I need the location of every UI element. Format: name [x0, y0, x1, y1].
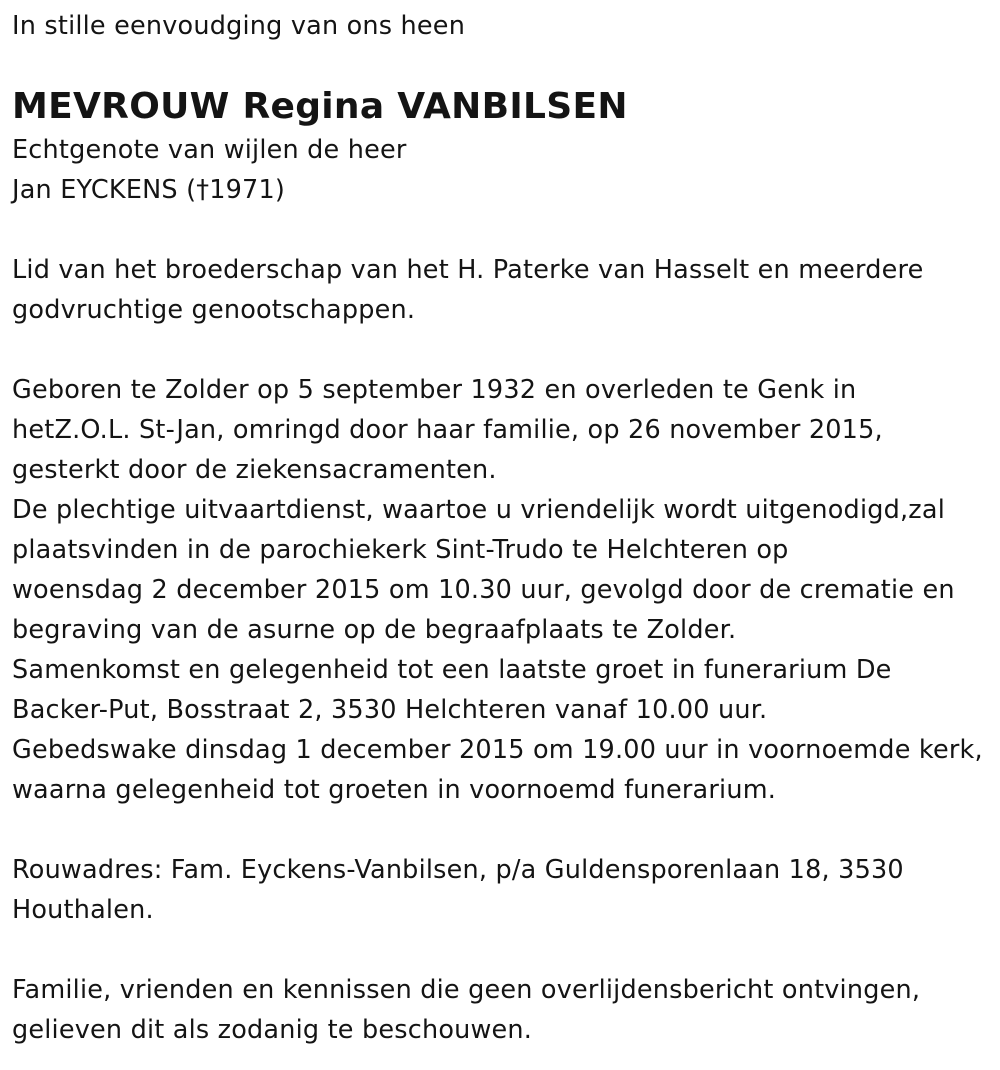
membership-section — [12, 250, 998, 330]
details-line: Gebedswake dinsdag 1 december 2015 om 19.00 uur in voornoemde kerk, — [12, 735, 983, 765]
details-line: gesterkt door de ziekensacramenten. — [12, 455, 497, 485]
section-gap — [12, 810, 998, 850]
details-line: begraving van de asurne op de begraafplaats te Zolder. — [12, 615, 737, 645]
closing-line: gelieven dit als zodanig te beschouwen. — [12, 1015, 533, 1045]
details-line: Geboren te Zolder op 5 september 1932 en overleden te Genk in — [12, 375, 857, 405]
spouse-line: Echtgenote van wijlen de heer — [12, 135, 407, 165]
details-section — [12, 370, 998, 810]
closing-section — [12, 970, 998, 1050]
section-gap — [12, 930, 998, 970]
spouse-line: Jan EYCKENS (†1971) — [12, 175, 286, 205]
section-gap — [12, 46, 998, 84]
intro-text: In stille eenvoudging van ons heen — [12, 11, 466, 41]
spouse-section — [12, 130, 998, 210]
address-line: Rouwadres: Fam. Eyckens-Vanbilsen, p/a Guldensporenlaan 18, 3530 — [12, 855, 904, 885]
details-line: De plechtige uitvaartdienst, waartoe u vriendelijk wordt uitgenodigd,zal — [12, 495, 945, 525]
details-line: Backer-Put, Bosstraat 2, 3530 Helchteren vanaf 10.00 uur. — [12, 695, 768, 725]
address-section — [12, 850, 998, 930]
membership-line: godvruchtige genootschappen. — [12, 295, 416, 325]
section-gap — [12, 330, 998, 370]
details-line: woensdag 2 december 2015 om 10.30 uur, gevolgd door de crematie en — [12, 575, 955, 605]
closing-line: Familie, vrienden en kennissen die geen overlijdensbericht ontvingen, — [12, 975, 921, 1005]
membership-line: Lid van het broederschap van het H. Paterke van Hasselt en meerdere — [12, 255, 924, 285]
details-line: Samenkomst en gelegenheid tot een laatste groet in funerarium De — [12, 655, 892, 685]
details-line: plaatsvinden in de parochiekerk Sint-Trudo te Helchteren op — [12, 535, 789, 565]
address-line: Houthalen. — [12, 895, 154, 925]
deceased-name: MEVROUW Regina VANBILSEN — [12, 86, 628, 127]
obituary-notice — [12, 6, 998, 1050]
section-gap — [12, 210, 998, 250]
details-line: waarna gelegenheid tot groeten in voornoemd funerarium. — [12, 775, 777, 805]
details-line: hetZ.O.L. St-Jan, omringd door haar familie, op 26 november 2015, — [12, 415, 883, 445]
